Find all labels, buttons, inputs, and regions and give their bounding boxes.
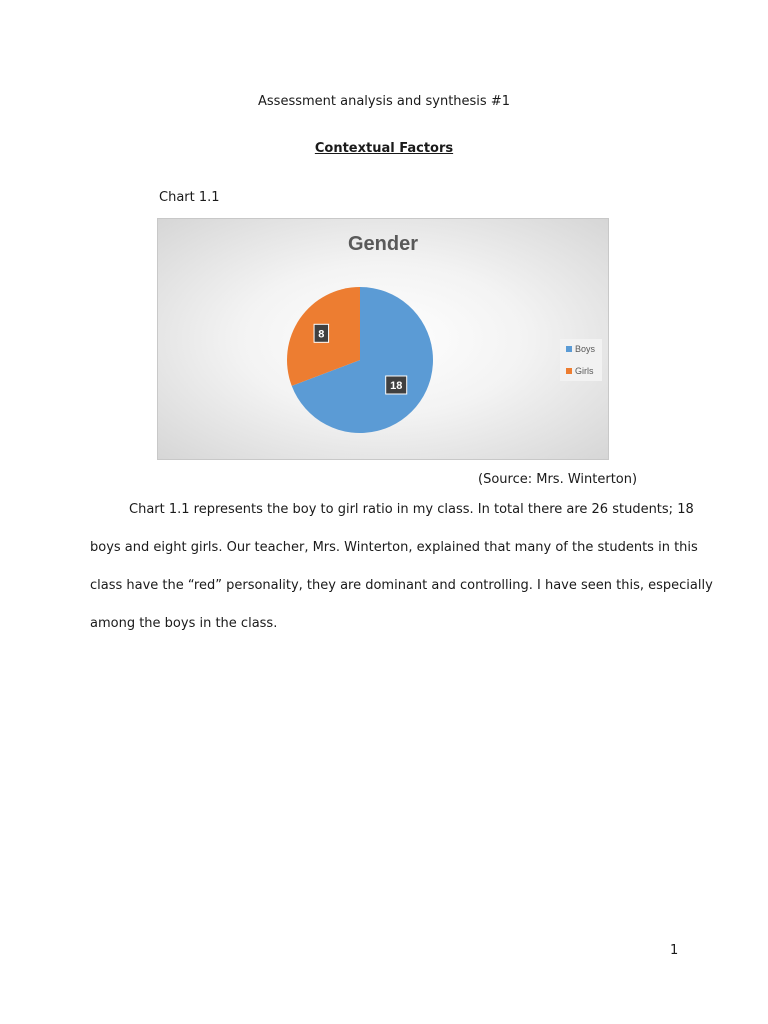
- gender-pie-chart: [157, 218, 609, 460]
- chart-title: Gender: [347, 233, 419, 255]
- paragraph-line-3: class have the “red” personality, they are dominant and controlling. I have seen this, especially: [90, 578, 713, 593]
- legend-label-girls: Girls: [575, 366, 594, 376]
- data-label-boys: [386, 376, 407, 394]
- paragraph-line-4: among the boys in the class.: [90, 616, 278, 631]
- legend-label-boys: Boys: [575, 344, 596, 354]
- chart-source: (Source: Mrs. Winterton): [478, 472, 638, 487]
- data-label-text: 18: [390, 379, 403, 392]
- document-title: Assessment analysis and synthesis #1: [258, 94, 510, 109]
- pie-chart-svg: [158, 219, 608, 459]
- data-label-text: 8: [318, 328, 325, 341]
- legend-swatch-boys: [566, 346, 572, 352]
- chart-caption: Chart 1.1: [159, 190, 220, 205]
- data-label-girls: [314, 324, 329, 342]
- section-heading: Contextual Factors: [314, 141, 454, 156]
- page-number: 1: [670, 943, 679, 958]
- chart-legend: [560, 339, 602, 381]
- paragraph-line-2: boys and eight girls. Our teacher, Mrs. Winterton, explained that many of the students in this: [90, 540, 698, 555]
- legend-swatch-girls: [566, 368, 572, 374]
- paragraph-line-1: Chart 1.1 represents the boy to girl ratio in my class. In total there are 26 students; 18: [90, 502, 694, 517]
